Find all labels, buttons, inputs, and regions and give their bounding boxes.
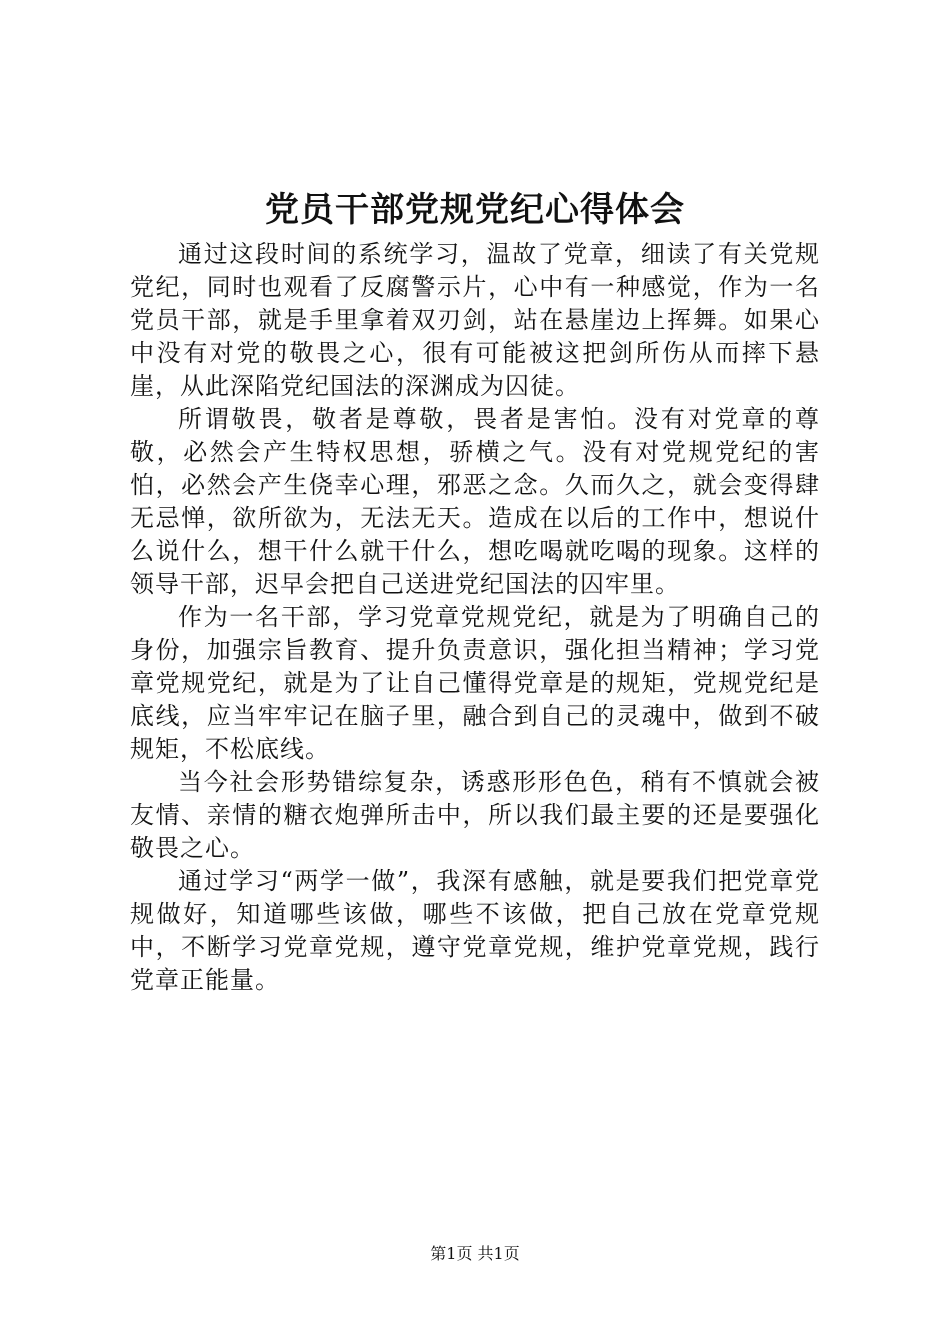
paragraph-5: 通过学习“两学一做”，我深有感触，就是要我们把党章党规做好，知道哪些该做，哪些不该做，把自己放在党章党规中，不断学习党章党规，遵守党章党规，维护党章党规，践行党章正能量。: [130, 867, 820, 994]
document-body: [130, 238, 820, 997]
paragraph-2: 所谓敬畏，敬者是尊敬，畏者是害怕。没有对党章的尊敬，必然会产生特权思想，骄横之气。没有对党规党纪的害怕，必然会产生侥幸心理，邪恶之念。久而久之，就会变得肆无忌惮，欲所欲为，无法无天。造成在以后的工作中，想说什么说什么，想干什么就干什么，想吃喝就吃喝的现象。这样的领导干部，迟早会把自己送进党纪国法的囚牢里。: [130, 405, 820, 598]
paragraph-3: 作为一名干部，学习党章党规党纪，就是为了明确自己的身份，加强宗旨教育、提升负责意识，强化担当精神；学习党章党规党纪，就是为了让自己懂得党章是的规矩，党规党纪是底线，应当牢牢记在脑子里，融合到自己的灵魂中，做到不破规矩，不松底线。: [130, 603, 820, 763]
document-title: 党员干部党规党纪心得体会: [265, 190, 685, 230]
paragraph-4: 当今社会形势错综复杂，诱惑形形色色，稍有不慎就会被友情、亲情的糖衣炮弹所击中，所以我们最主要的还是要强化敬畏之心。: [130, 768, 820, 862]
paragraph-1: 通过这段时间的系统学习，温故了党章，细读了有关党规党纪，同时也观看了反腐警示片，心中有一种感觉，作为一名党员干部，就是手里拿着双刃剑，站在悬崖边上挥舞。如果心中没有对党的敬畏之心，很有可能被这把剑所伤从而摔下悬崖，从此深陷党纪国法的深渊成为囚徒。: [130, 240, 820, 400]
page-footer: 第1页 共1页: [430, 1244, 520, 1263]
